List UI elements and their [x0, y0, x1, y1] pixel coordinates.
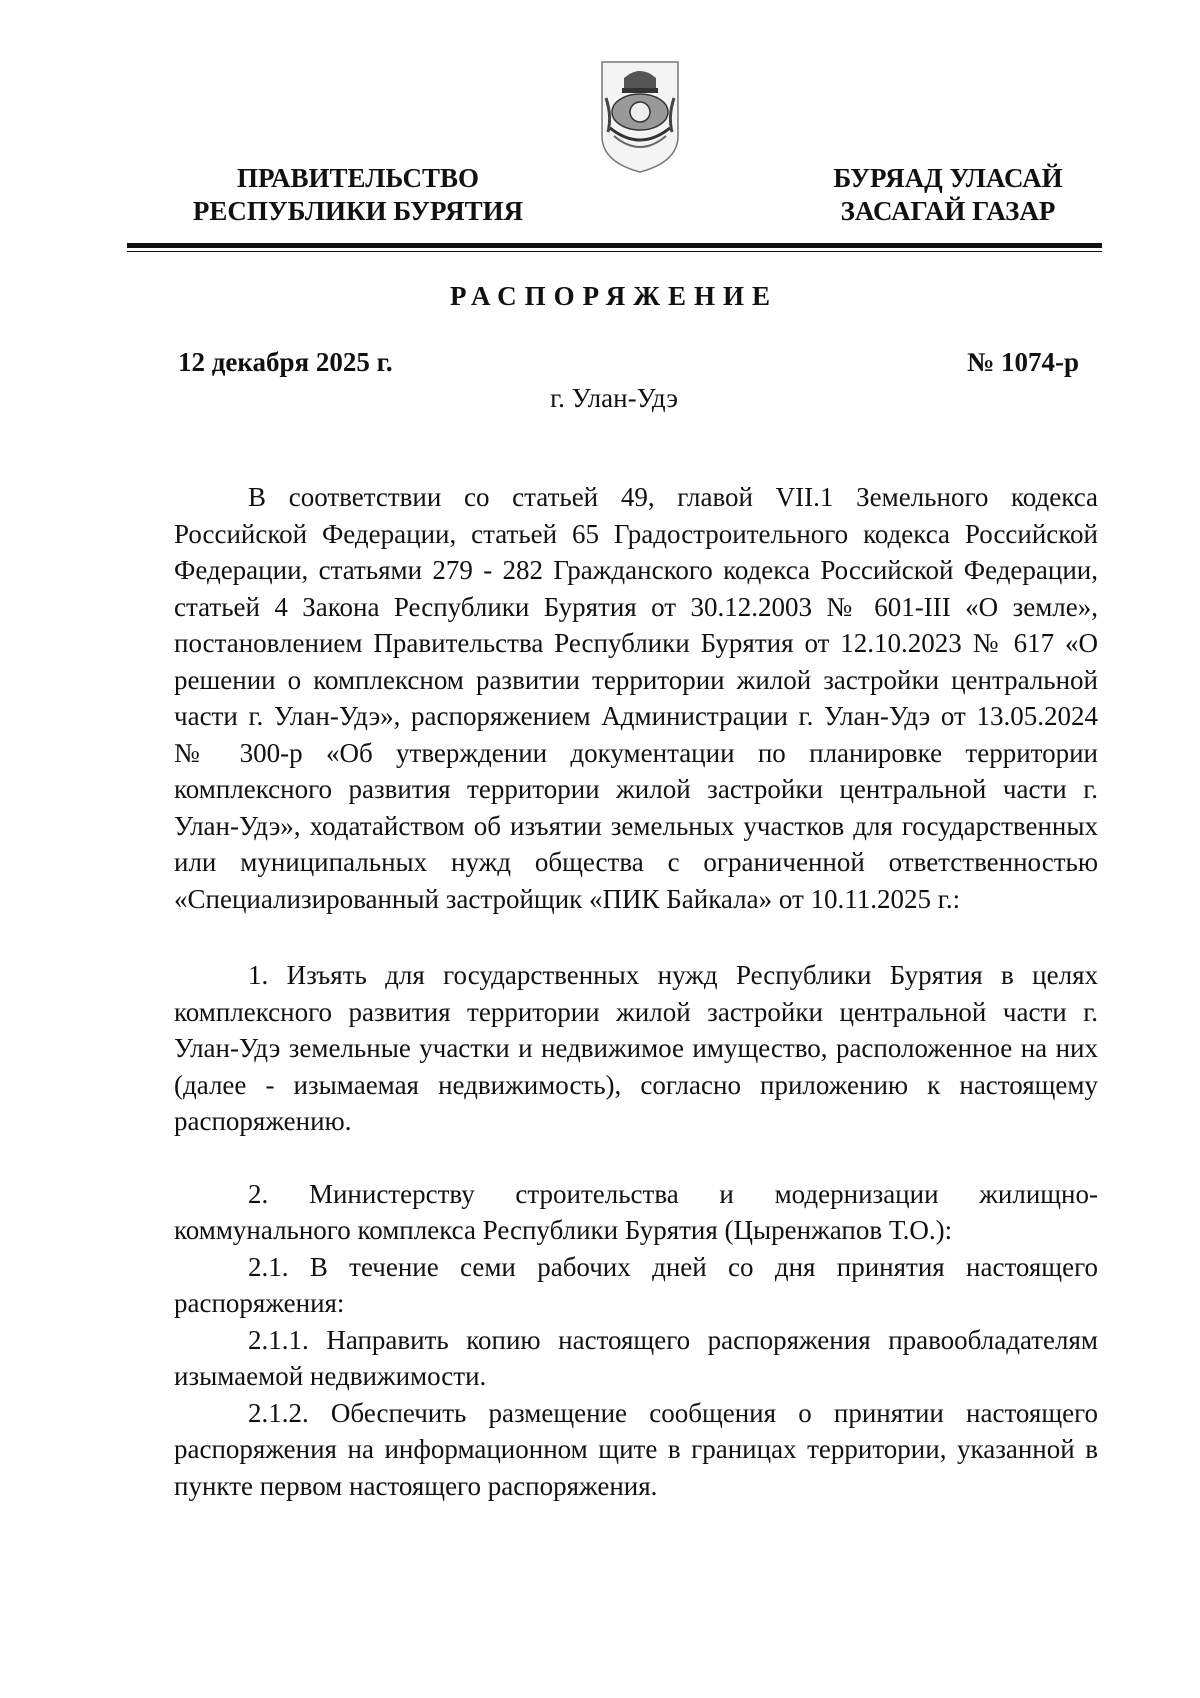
item-2-1-1-paragraph: 2.1.1. Направить копию настоящего распоряжения правообладателям изымаемой недвижимости. — [174, 1324, 1098, 1391]
document-city: г. Улан-Удэ — [550, 383, 678, 413]
document-number: № 1074-р — [967, 347, 1079, 377]
item-2-1-2-paragraph: 2.1.2. Обеспечить размещение сообщения о принятии настоящего распоряжения на информационном щите в границах территории, указанной в пункте первом настоящего распоряжения. — [174, 1397, 1098, 1501]
header-divider-thick — [127, 243, 1102, 248]
header-divider-thin — [127, 251, 1102, 252]
item-1-paragraph: 1. Изъять для государственных нужд Республики Бурятия в целях комплексного развития территории жилой застройки центральной части г. Улан-Удэ земельные участки и недвижимое имущество, расположенное на них (далее - изымаемая недвижимость), согласно приложению к настоящему распоряжению. — [174, 960, 1098, 1136]
document-date: 12 декабря 2025 г. — [178, 347, 393, 377]
coat-of-arms-emblem — [596, 58, 684, 176]
preamble-paragraph: В соответствии со статьей 49, главой VII.1 Земельного кодекса Российской Федерации, статьей 65 Градостроительного кодекса Российской Федерации, статьями 279 - 282 Гражданского кодекса Российской Федерации, статьей 4 Закона Республики Бурятия от 30.12.2003 № 601-III «О земле», постановлением Правительства Республики Бурятия от 12.10.2023 № 617 «О решении о комплексном развитии территории жилой застройки центральной части г. Улан-Удэ», распоряжением Администрации г. Улан-Удэ от 13.05.2024 № 300-р «Об утверждении документации по планировке территории комплексного развития территории жилой застройки центральной части г. Улан-Удэ», ходатайством об изъятии земельных участков для государственных или муниципальных нужд общества с ограниченной ответственностью «Специализированный застройщик «ПИК Байкала» от 10.11.2025 г.: — [174, 482, 1098, 914]
issuer-name-buryat — [758, 162, 1138, 228]
item-2-1-paragraph: 2.1. В течение семи рабочих дней со дня принятия настоящего распоряжения: — [174, 1251, 1098, 1318]
issuer-russian-line2: РЕСПУБЛИКИ БУРЯТИЯ — [192, 196, 524, 226]
issuer-buryat-line2: ЗАСАГАЙ ГАЗАР — [840, 196, 1056, 226]
document-body — [174, 479, 1098, 1504]
item-2-paragraph: 2. Министерству строительства и модернизации жилищно-коммунального комплекса Республики Бурятия (Цыренжапов Т.О.): — [174, 1178, 1098, 1245]
issuer-name-russian — [168, 162, 548, 228]
document-type-title: РАСПОРЯЖЕНИЕ — [449, 281, 779, 311]
issuer-russian-line1: ПРАВИТЕЛЬСТВО — [236, 163, 480, 193]
issuer-buryat-line1: БУРЯАД УЛАСАЙ — [833, 163, 1063, 193]
